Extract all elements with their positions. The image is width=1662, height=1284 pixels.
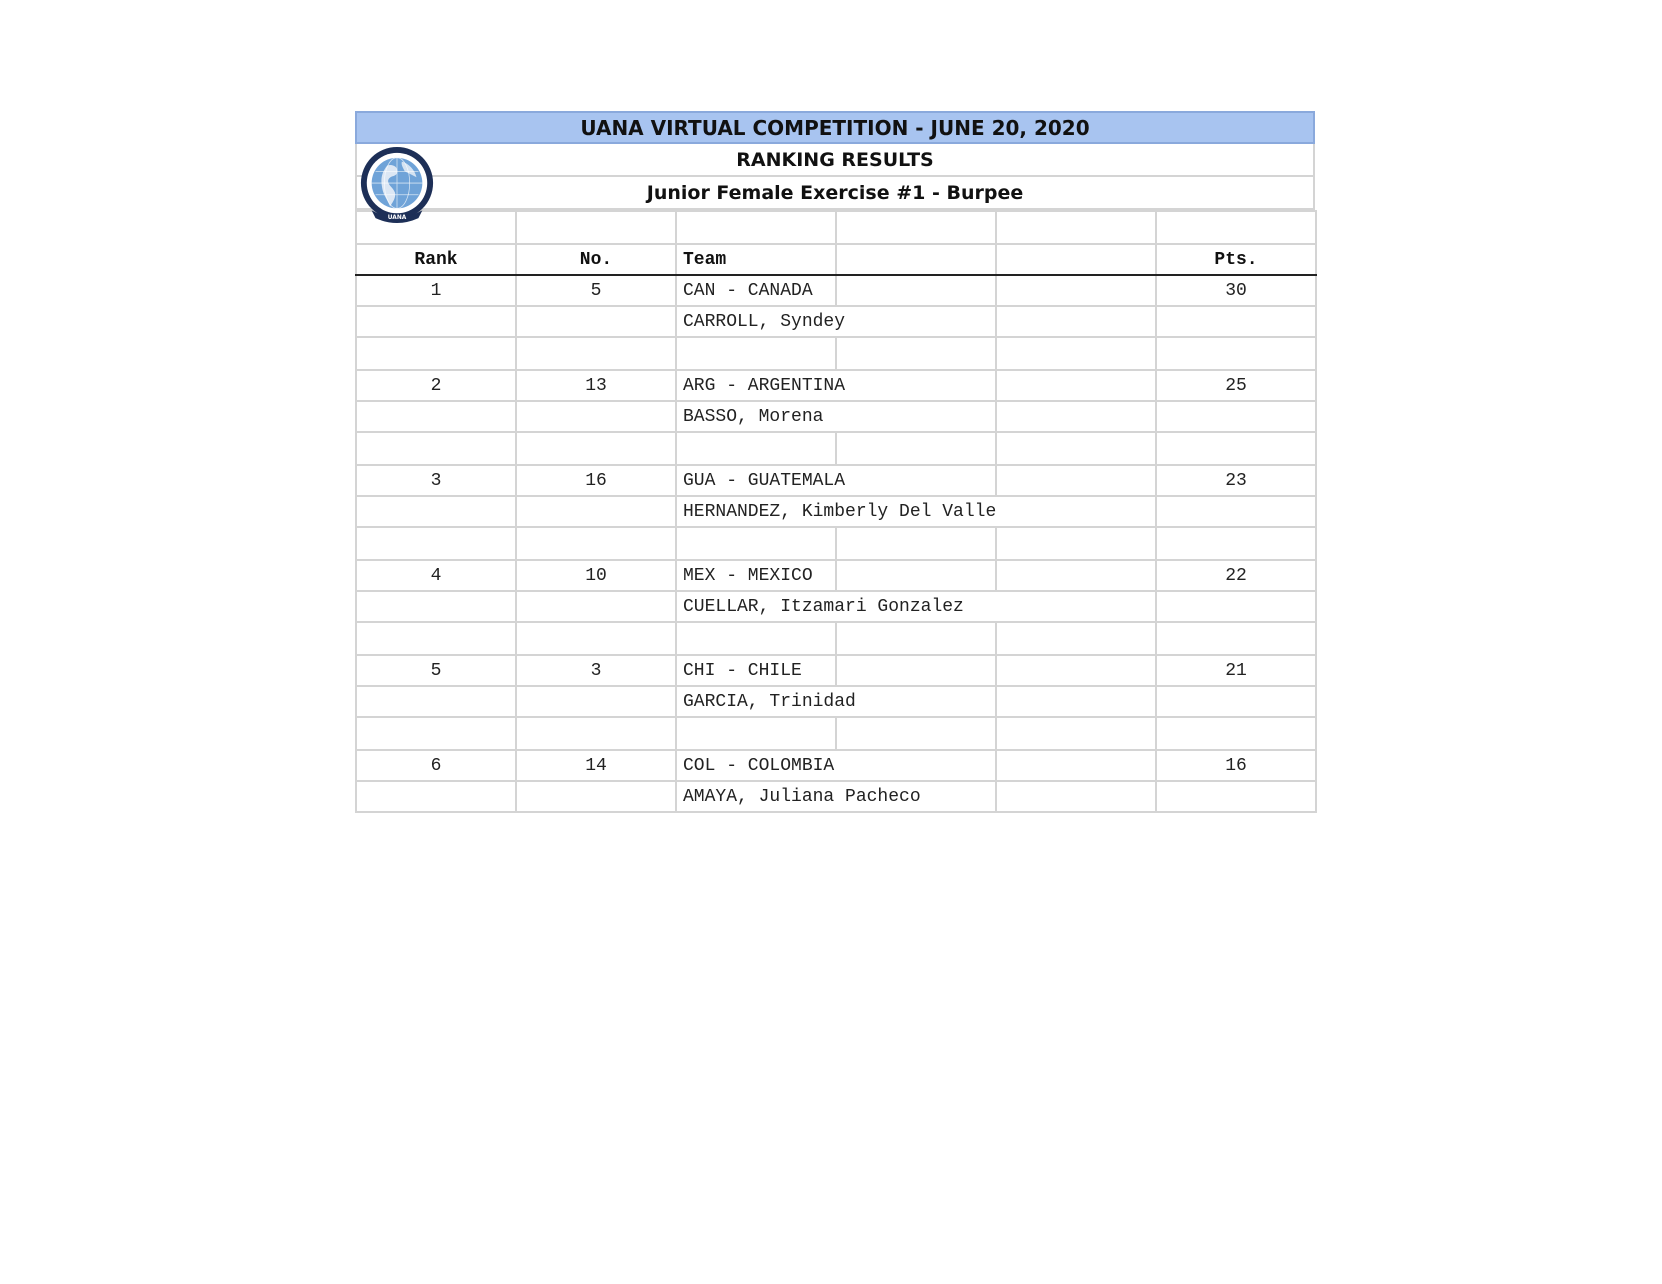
athlete-row [356, 401, 1316, 432]
athlete-row [356, 781, 1316, 812]
blank-row [356, 622, 1316, 655]
athlete-cell: CUELLAR, Itzamari Gonzalez [676, 591, 1156, 622]
team-cell: CHI - CHILE [676, 655, 836, 686]
team-cell: ARG - ARGENTINA [676, 370, 996, 401]
table-row [356, 465, 1316, 496]
event-name: Junior Female Exercise #1 - Burpee [355, 177, 1315, 210]
table-row [356, 655, 1316, 686]
column-header-row [356, 244, 1316, 275]
blank-row [356, 211, 1316, 244]
athlete-row [356, 591, 1316, 622]
rank-cell: 4 [356, 560, 516, 591]
athlete-cell: BASSO, Morena [676, 401, 996, 432]
table-row [356, 750, 1316, 781]
results-table [355, 210, 1317, 813]
athlete-row [356, 496, 1316, 527]
points-cell: 16 [1156, 750, 1316, 781]
rank-cell: 3 [356, 465, 516, 496]
table-row [356, 275, 1316, 306]
blank-row [356, 337, 1316, 370]
team-cell: GUA - GUATEMALA [676, 465, 996, 496]
rank-cell: 5 [356, 655, 516, 686]
athlete-cell: HERNANDEZ, Kimberly Del Valle [676, 496, 1156, 527]
athlete-cell: AMAYA, Juliana Pacheco [676, 781, 996, 812]
col-no-header: No. [516, 244, 676, 275]
points-cell: 23 [1156, 465, 1316, 496]
competition-title: UANA VIRTUAL COMPETITION - JUNE 20, 2020 [355, 111, 1315, 144]
col-team-header: Team [676, 244, 836, 275]
report-subtitle: RANKING RESULTS [355, 144, 1315, 177]
table-row [356, 370, 1316, 401]
uana-logo [358, 146, 436, 224]
points-cell: 30 [1156, 275, 1316, 306]
athlete-row [356, 686, 1316, 717]
svg-text:UANA: UANA [387, 215, 407, 222]
points-cell: 22 [1156, 560, 1316, 591]
number-cell: 14 [516, 750, 676, 781]
rank-cell: 6 [356, 750, 516, 781]
rank-cell: 1 [356, 275, 516, 306]
team-cell: MEX - MEXICO [676, 560, 836, 591]
results-sheet [355, 111, 1315, 813]
athlete-row [356, 306, 1316, 337]
number-cell: 13 [516, 370, 676, 401]
number-cell: 16 [516, 465, 676, 496]
blank-row [356, 432, 1316, 465]
athlete-cell: GARCIA, Trinidad [676, 686, 996, 717]
table-row [356, 560, 1316, 591]
col-rank-header: Rank [356, 244, 516, 275]
number-cell: 3 [516, 655, 676, 686]
athlete-cell: CARROLL, Syndey [676, 306, 996, 337]
rank-cell: 2 [356, 370, 516, 401]
team-cell: COL - COLOMBIA [676, 750, 996, 781]
points-cell: 21 [1156, 655, 1316, 686]
number-cell: 5 [516, 275, 676, 306]
team-cell: CAN - CANADA [676, 275, 836, 306]
points-cell: 25 [1156, 370, 1316, 401]
blank-row [356, 527, 1316, 560]
col-pts-header: Pts. [1156, 244, 1316, 275]
number-cell: 10 [516, 560, 676, 591]
blank-row [356, 717, 1316, 750]
